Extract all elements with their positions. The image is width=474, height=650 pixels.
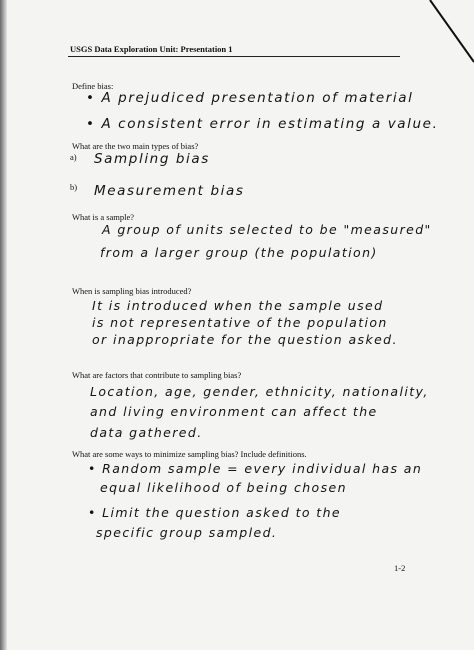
header-divider [68,56,400,57]
answer-minimize-3: • Limit the question asked to the [88,505,342,520]
question-minimize: What are some ways to minimize sampling bias? Include definitions. [72,449,307,459]
answer-sample-2: from a larger group (the population) [100,245,378,260]
answer-type-b: Measurement bias [94,183,245,199]
answer-define-bias-2: • A consistent error in estimating a value. [86,116,439,132]
answer-minimize-1: • Random sample = every individual has an [88,461,423,476]
answer-define-bias-1: • A prejudiced presentation of material [86,90,414,106]
page-title: USGS Data Exploration Unit: Presentation 1 [70,44,233,54]
answer-factors-1: Location, age, gender, ethnicity, nationality, [90,384,429,399]
question-factors: What are factors that contribute to sampling bias? [72,370,242,380]
label-a: a) [70,152,77,162]
page-number: 1-2 [394,563,406,573]
question-define-bias: Define bias: [72,81,114,91]
question-bias-types: What are the two main types of bias? [72,141,199,151]
answer-minimize-4: specific group sampled. [96,525,278,540]
question-sample: What is a sample? [72,212,135,222]
answer-minimize-2: equal likelihood of being chosen [100,480,347,495]
answer-factors-2: and living environment can affect the [90,404,378,419]
answer-factors-3: data gathered. [90,425,203,440]
question-introduced: When is sampling bias introduced? [72,286,192,296]
answer-type-a: Sampling bias [94,151,210,167]
answer-sample-1: A group of units selected to be "measured" [102,222,432,237]
answer-introduced-1: It is introduced when the sample used [92,298,384,313]
answer-introduced-2: is not representative of the population [92,315,388,330]
answer-introduced-3: or inappropriate for the question asked. [92,332,398,347]
label-b: b) [70,182,78,192]
